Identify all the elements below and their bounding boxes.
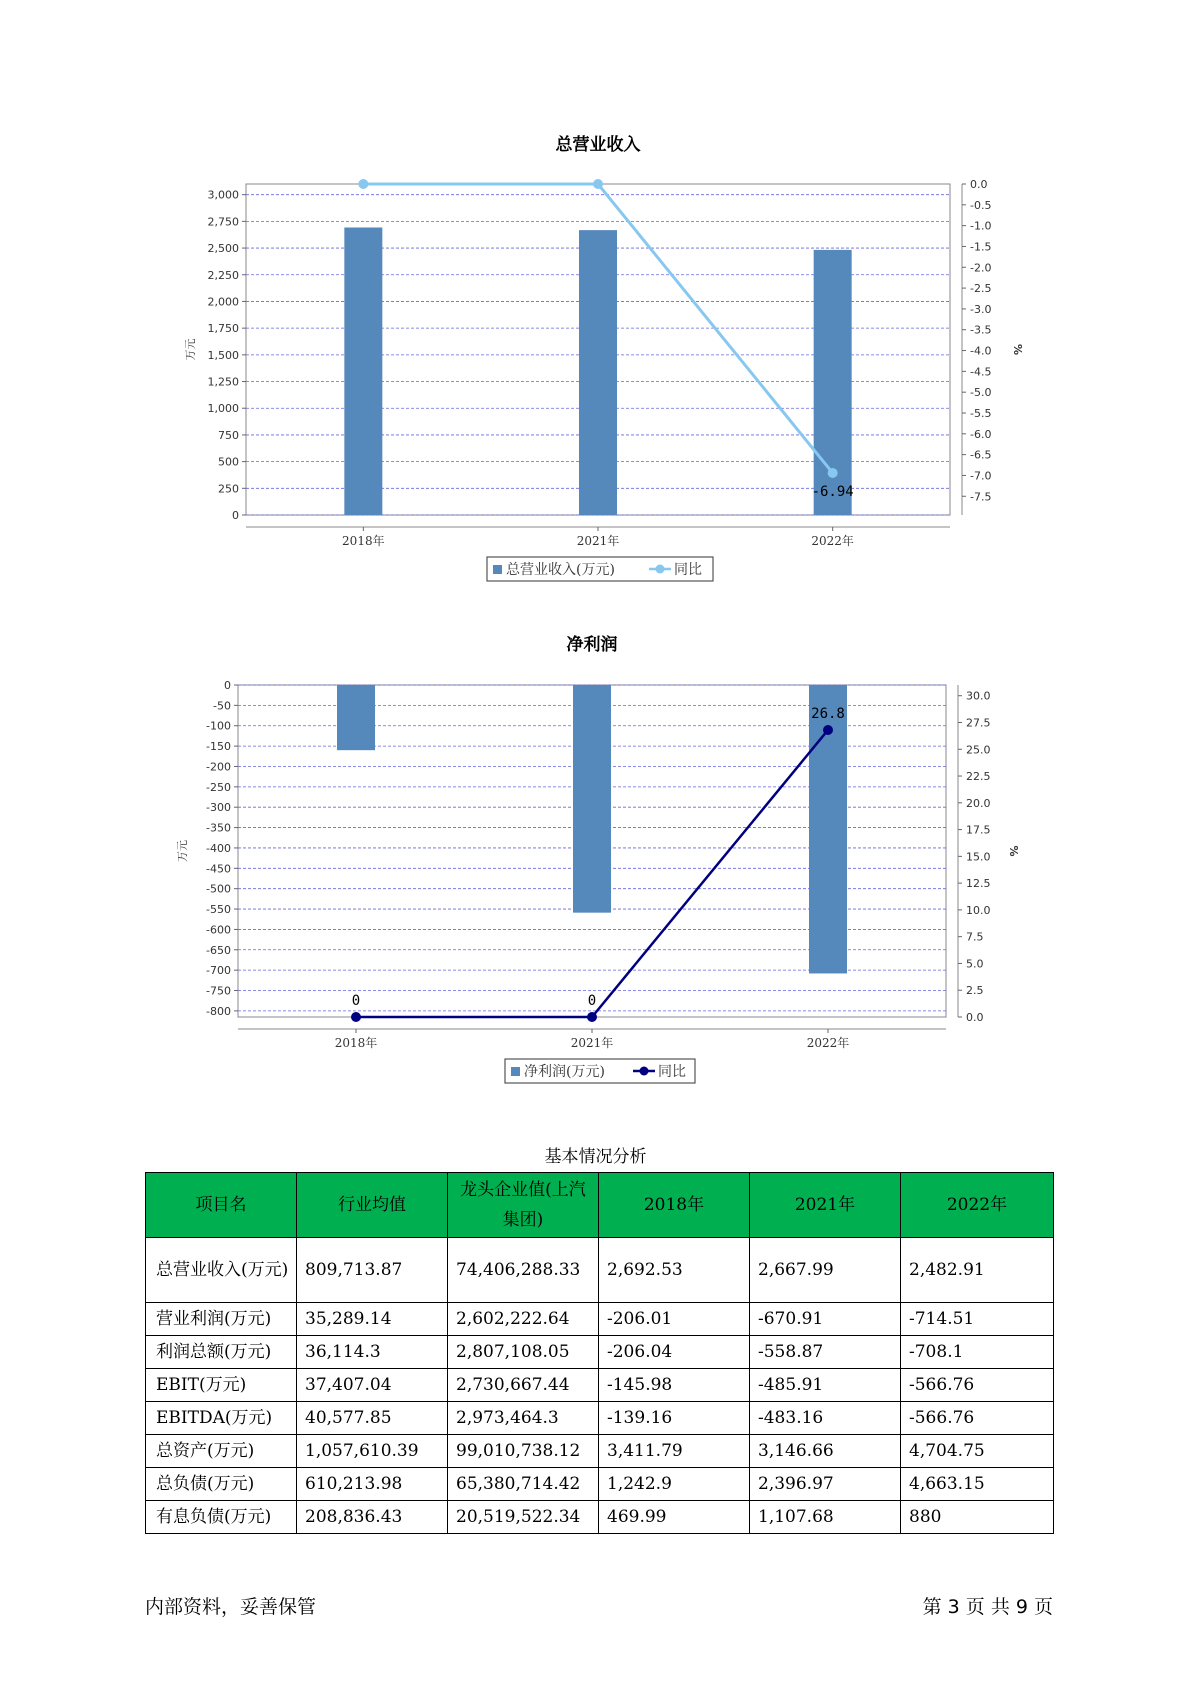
row-item-name: 利润总额(万元): [146, 1336, 297, 1369]
row-item-name: 有息负债(万元): [146, 1501, 297, 1534]
table-cell: -566.76: [901, 1369, 1054, 1402]
table-cell: 208,836.43: [297, 1501, 448, 1534]
table-row: [146, 1435, 1054, 1468]
y2-tick-label: 17.5: [966, 823, 991, 837]
table-cell: 40,577.85: [297, 1402, 448, 1435]
y2-tick-label: -2.5: [970, 282, 992, 296]
y2-tick-label: 2.5: [966, 984, 984, 998]
y-tick-label: -250: [206, 780, 231, 794]
legend-line-label: 同比: [658, 1064, 686, 1080]
y-tick-label: 0: [224, 679, 231, 692]
data-label: 0: [351, 993, 361, 1009]
y2-tick-label: -2.0: [970, 261, 992, 275]
yoy-point: [587, 1012, 597, 1022]
y-tick-label: -150: [206, 740, 231, 754]
legend-bar-swatch: [493, 565, 502, 574]
table-cell: 469.99: [599, 1501, 750, 1534]
legend-bar-label: 净利润(万元): [524, 1064, 605, 1080]
y2-tick-label: -7.5: [970, 490, 992, 504]
net-profit-chart-svg: [0, 630, 1191, 1100]
x-tick-label: 2022年: [811, 534, 854, 548]
y-tick-label: -100: [206, 719, 231, 733]
legend-bar-label: 总营业收入(万元): [506, 562, 615, 578]
y-tick-label: -750: [206, 984, 231, 998]
y-tick-label: -600: [206, 923, 231, 937]
table-cell: 35,289.14: [297, 1303, 448, 1336]
y-tick-label: 1,500: [207, 348, 239, 362]
footer-confidential-note: 内部资料，妥善保管: [145, 1596, 317, 1618]
footer-page-number: 第 3 页 共 9 页: [922, 1596, 1053, 1618]
table-row: [146, 1402, 1054, 1435]
table-cell: 20,519,522.34: [448, 1501, 599, 1534]
y-tick-label: 250: [218, 482, 239, 496]
table-row: [146, 1238, 1054, 1303]
table-cell: -485.91: [750, 1369, 901, 1402]
table-cell: 4,704.75: [901, 1435, 1054, 1468]
table-cell: 65,380,714.42: [448, 1468, 599, 1501]
y2-tick-label: -6.0: [970, 427, 992, 441]
table-row: [146, 1303, 1054, 1336]
x-tick-label: 2021年: [576, 534, 620, 548]
header-industry-average: 行业均值: [297, 1173, 448, 1238]
header-2022: 2022年: [901, 1173, 1054, 1238]
table-cell: -714.51: [901, 1303, 1054, 1336]
x-tick-label: 2021年: [570, 1036, 614, 1050]
row-item-name: 总营业收入(万元): [146, 1238, 297, 1303]
table-cell: 2,807,108.05: [448, 1336, 599, 1369]
bar: [344, 228, 382, 515]
y2-tick-label: -7.0: [970, 469, 992, 483]
legend-line-marker: [656, 565, 665, 574]
yoy-point: [593, 179, 603, 189]
header-item-name: 项目名: [146, 1173, 297, 1238]
table-cell: -558.87: [750, 1336, 901, 1369]
table-cell: 1,242.9: [599, 1468, 750, 1501]
yoy-point: [358, 179, 368, 189]
y2-tick-label: -5.0: [970, 386, 992, 400]
row-item-name: EBIT(万元): [146, 1369, 297, 1402]
y2-tick-label: -5.5: [970, 406, 992, 420]
y-tick-label: -800: [206, 1004, 231, 1018]
y-tick-label: -700: [206, 964, 231, 978]
table-cell: 2,602,222.64: [448, 1303, 599, 1336]
row-item-name: 总负债(万元): [146, 1468, 297, 1501]
table-cell: 1,107.68: [750, 1501, 901, 1534]
basic-analysis-table: [145, 1172, 1054, 1534]
y2-tick-label: -4.5: [970, 365, 992, 379]
y2-axis-title: %: [1011, 343, 1024, 356]
table-cell: 880: [901, 1501, 1054, 1534]
y-tick-label: 3,000: [207, 188, 239, 202]
y-tick-label: -300: [206, 801, 231, 815]
y2-tick-label: -4.0: [970, 344, 992, 358]
y-tick-label: 500: [218, 455, 239, 469]
table-cell: 74,406,288.33: [448, 1238, 599, 1303]
y2-tick-label: 30.0: [966, 689, 991, 703]
yoy-point: [828, 468, 838, 478]
y2-tick-label: -1.5: [970, 240, 992, 254]
table-cell: 3,146.66: [750, 1435, 901, 1468]
table-cell: -139.16: [599, 1402, 750, 1435]
table-cell: 2,730,667.44: [448, 1369, 599, 1402]
table-cell: 36,114.3: [297, 1336, 448, 1369]
y-axis-title: 万元: [184, 338, 197, 361]
y2-tick-label: 10.0: [966, 903, 991, 917]
yoy-point: [823, 725, 833, 735]
legend-line-label: 同比: [674, 562, 702, 578]
row-item-name: 总资产(万元): [146, 1435, 297, 1468]
net-profit-chart: [0, 630, 1191, 1100]
y-tick-label: 2,500: [207, 242, 239, 256]
y2-tick-label: 7.5: [966, 930, 984, 944]
row-item-name: 营业利润(万元): [146, 1303, 297, 1336]
y2-tick-label: 20.0: [966, 796, 991, 810]
table-cell: 809,713.87: [297, 1238, 448, 1303]
table-cell: 3,411.79: [599, 1435, 750, 1468]
table-cell: 2,973,464.3: [448, 1402, 599, 1435]
table-cell: 610,213.98: [297, 1468, 448, 1501]
chart-title: 总营业收入: [555, 135, 641, 155]
y-axis-title: 万元: [176, 840, 189, 862]
table-header-row: [146, 1173, 1054, 1238]
x-tick-label: 2022年: [806, 1036, 850, 1050]
x-tick-label: 2018年: [334, 1036, 378, 1050]
y-tick-label: -400: [206, 841, 231, 855]
revenue-chart-svg: [0, 130, 1191, 600]
table-row: [146, 1336, 1054, 1369]
y-tick-label: -200: [206, 760, 231, 774]
y-tick-label: 750: [218, 428, 239, 442]
yoy-point: [351, 1012, 361, 1022]
x-tick-label: 2018年: [342, 534, 385, 548]
y2-tick-label: 15.0: [966, 850, 991, 864]
y-tick-label: -650: [206, 943, 231, 957]
table-cell: 99,010,738.12: [448, 1435, 599, 1468]
data-label: 26.8: [811, 705, 845, 722]
y-tick-label: -450: [206, 862, 231, 876]
table-cell: 2,396.97: [750, 1468, 901, 1501]
legend-line-marker: [640, 1067, 649, 1076]
data-label: 0: [587, 993, 597, 1009]
row-item-name: EBITDA(万元): [146, 1402, 297, 1435]
y-tick-label: 2,000: [207, 295, 239, 309]
y-tick-label: 1,250: [207, 375, 239, 389]
y2-tick-label: -3.0: [970, 302, 992, 316]
table-row: [146, 1468, 1054, 1501]
data-label: -6.94: [811, 483, 854, 500]
y2-tick-label: -0.5: [970, 198, 992, 212]
y2-tick-label: 12.5: [966, 877, 991, 891]
y-tick-label: 1,750: [207, 322, 239, 336]
y-tick-label: -350: [206, 821, 231, 835]
table-row: [146, 1369, 1054, 1402]
bar: [573, 685, 611, 913]
chart-title: 净利润: [566, 635, 618, 655]
y-tick-label: -50: [213, 699, 231, 713]
y2-tick-label: 5.0: [966, 957, 984, 971]
table-cell: -145.98: [599, 1369, 750, 1402]
table-cell: 2,692.53: [599, 1238, 750, 1303]
y-tick-label: -500: [206, 882, 231, 896]
table-cell: -206.01: [599, 1303, 750, 1336]
y2-tick-label: 0.0: [966, 1011, 984, 1024]
y-tick-label: 0: [232, 509, 239, 522]
y2-tick-label: 25.0: [966, 743, 991, 757]
y2-axis-title: %: [1007, 845, 1020, 857]
table-cell: -566.76: [901, 1402, 1054, 1435]
table-row: [146, 1501, 1054, 1534]
y2-tick-label: 0.0: [970, 178, 988, 191]
header-leader-value: 龙头企业值(上汽集团): [448, 1173, 599, 1238]
table-cell: 1,057,610.39: [297, 1435, 448, 1468]
y2-tick-label: -1.0: [970, 219, 992, 233]
y-tick-label: -550: [206, 903, 231, 917]
y2-tick-label: 22.5: [966, 770, 991, 784]
legend-bar-swatch: [511, 1067, 520, 1076]
table-cell: 37,407.04: [297, 1369, 448, 1402]
y2-tick-label: 27.5: [966, 716, 991, 730]
table-cell: 2,482.91: [901, 1238, 1054, 1303]
table-cell: -483.16: [750, 1402, 901, 1435]
bar: [337, 685, 375, 750]
y-tick-label: 2,250: [207, 268, 239, 282]
table-cell: -708.1: [901, 1336, 1054, 1369]
revenue-chart: [0, 130, 1191, 600]
table-cell: -670.91: [750, 1303, 901, 1336]
header-2021: 2021年: [750, 1173, 901, 1238]
y-tick-label: 2,750: [207, 215, 239, 229]
table-title: 基本情况分析: [544, 1147, 647, 1167]
bar: [579, 230, 617, 515]
table-cell: 4,663.15: [901, 1468, 1054, 1501]
header-2018: 2018年: [599, 1173, 750, 1238]
y-tick-label: 1,000: [207, 402, 239, 416]
y2-tick-label: -6.5: [970, 448, 992, 462]
table-cell: -206.04: [599, 1336, 750, 1369]
table-cell: 2,667.99: [750, 1238, 901, 1303]
y2-tick-label: -3.5: [970, 323, 992, 337]
